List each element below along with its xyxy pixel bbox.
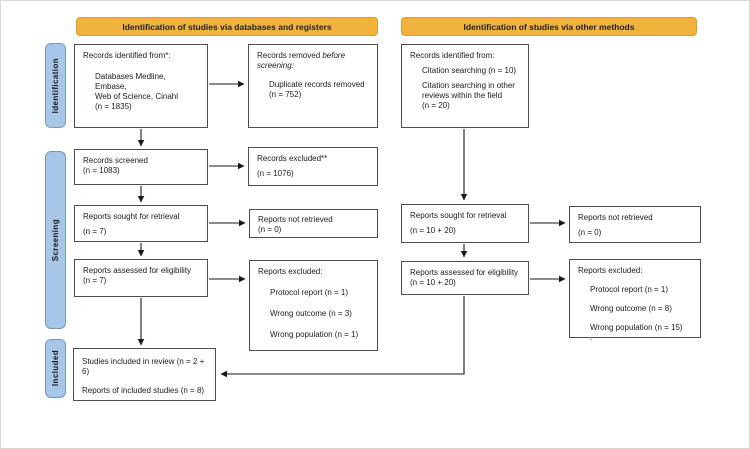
box-title-italic: before screening: — [257, 51, 346, 70]
box-records-identified-databases — [74, 44, 208, 128]
box-item: Citation searching in other reviews within the field — [422, 81, 515, 100]
box-text: Reports sought for retrieval — [410, 211, 507, 220]
box-text: Reports not retrieved — [578, 213, 653, 222]
box-reports-not-retrieved-databases — [249, 209, 378, 238]
box-title: Records identified from*: — [83, 51, 171, 60]
box-reports-assessed-other — [401, 261, 529, 295]
box-title: Records identified from: — [410, 51, 495, 60]
stage-identification — [45, 43, 66, 128]
box-records-excluded — [248, 147, 378, 186]
box-item: Citation searching (n = 10) — [422, 66, 517, 75]
box-item: Wrong outcome (n = 3) — [270, 309, 352, 318]
box-item: Web of Science, Cinahl — [95, 92, 179, 101]
box-count: (n = 0) — [578, 228, 602, 237]
box-text: Reports sought for retrieval — [83, 212, 180, 221]
stage-included — [45, 339, 66, 398]
box-title-text: Records removed — [257, 51, 323, 60]
box-count: (n = 0) — [258, 225, 282, 234]
box-item: (n = 20) — [422, 101, 450, 110]
box-records-identified-other — [401, 44, 529, 128]
box-text: Records excluded** — [257, 154, 328, 163]
box-item: . — [590, 333, 593, 342]
box-text: Reports assessed for eligibility — [83, 266, 192, 275]
box-item: Duplicate records removed — [269, 80, 365, 89]
box-text: Records screened — [83, 156, 148, 165]
stage-screening-label: Screening — [51, 218, 60, 262]
box-studies-included — [73, 348, 216, 401]
banner-other-methods: Identification of studies via other methods — [401, 17, 697, 36]
box-item: Wrong outcome (n = 8) — [590, 304, 672, 313]
box-reports-sought-databases — [74, 205, 208, 242]
box-records-screened — [74, 149, 208, 185]
box-title — [257, 51, 369, 71]
stage-identification-label: Identification — [51, 57, 60, 114]
box-item: Protocol report (n = 1) — [270, 288, 349, 297]
box-text: Reports of included studies (n = 8) — [82, 386, 205, 395]
box-item: Databases Medline, Embase, — [95, 72, 166, 91]
box-item: Wrong population (n = 15) — [590, 323, 683, 332]
box-text: Reports assessed for eligibility — [410, 268, 519, 277]
box-reports-excluded-other — [569, 259, 701, 342]
box-count: (n = 7) — [83, 227, 107, 236]
box-item: Wrong population (n = 1) — [270, 330, 359, 339]
box-count: (n = 1083) — [83, 166, 120, 175]
box-records-removed-before-screening — [248, 44, 378, 128]
box-item: (n = 1835) — [95, 102, 132, 111]
box-item: (n = 752) — [269, 90, 302, 99]
box-count: (n = 10 + 20) — [410, 226, 456, 235]
box-count: (n = 10 + 20) — [410, 278, 456, 287]
box-item: Protocol report (n = 1) — [590, 285, 669, 294]
banner-databases-registers: Identification of studies via databases and registers — [76, 17, 378, 36]
stage-included-label: Included — [51, 350, 60, 387]
box-text: Studies included in review (n = 2 + 6) — [82, 357, 205, 376]
box-count: (n = 1076) — [257, 169, 294, 178]
box-count: (n = 7) — [83, 276, 107, 285]
box-reports-not-retrieved-other — [569, 206, 701, 243]
box-text: Reports not retrieved — [258, 215, 333, 224]
box-title: Reports excluded: — [578, 266, 643, 275]
stage-screening — [45, 151, 66, 329]
box-reports-sought-other — [401, 204, 529, 243]
box-reports-excluded-databases — [249, 260, 378, 351]
box-title: Reports excluded: — [258, 267, 323, 276]
box-reports-assessed-databases — [74, 259, 208, 297]
